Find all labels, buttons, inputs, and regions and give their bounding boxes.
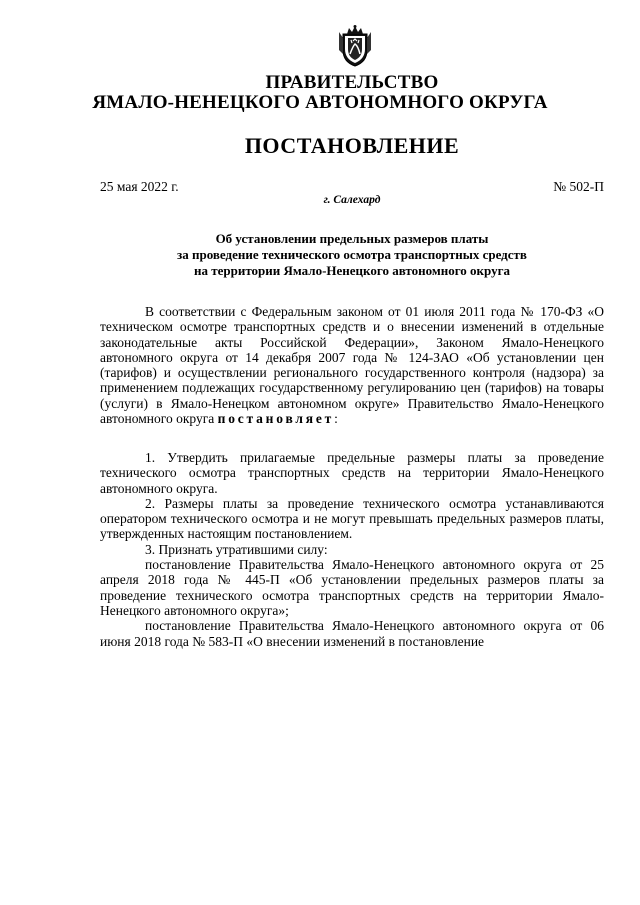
coat-of-arms-icon <box>335 24 375 68</box>
item-2: 2. Размеры платы за проведение технического осмотра устанавливаются оператором технического осмотра и не могут превышать предельных размеров платы, утвержденных настоящим постановлением. <box>100 495 604 542</box>
preamble-text: В соответствии с Федеральным законом от 01 июля 2011 года № 170-ФЗ «О техническом осмотре транспортных средств и о внесении изменений в отдельные законодательные акты Российской Федерации», Законом Ямало-Ненецкого автономного округа от 14 декабря 2007 года № 124-ЗАО «Об установлении цен (тарифов) и осуществлении регионального государственного контроля (надзора) за применением подлежащих государственному регулированию цен (тарифов) на товары (услуги) в Ямало-Ненецком автономном округе» Правительство Ямало-Ненецкого автономного округа <box>100 304 604 427</box>
item-1: 1. Утвердить прилагаемые предельные размеры платы за проведение технического осмотра транспортных средств на территории Ямало-Ненецкого автономного округа. <box>100 450 604 496</box>
title-line-2: за проведение технического осмотра транспортных средств <box>177 247 527 262</box>
decree-word: постановляет <box>217 411 335 427</box>
document-type: ПОСТАНОВЛЕНИЕ <box>244 133 460 158</box>
item-3: 3. Признать утратившими силу: <box>145 541 328 557</box>
document-title <box>32 231 640 279</box>
item-3-sub-1: постановление Правительства Ямало-Ненецкого автономного округа от 25 апреля 2018 года № 445-П «Об установлении предельных размеров платы за проведение технического осмотра транспортных средств на территории Ямало-Ненецкого автономного округа»; <box>100 557 604 618</box>
document-city: г. Салехард <box>323 194 381 206</box>
title-line-3: на территории Ямало-Ненецкого автономного округа <box>194 263 510 278</box>
document-number: № 502-П <box>553 179 604 194</box>
government-name-line2: ЯМАЛО-НЕНЕЦКОГО АВТОНОМНОГО ОКРУГА <box>92 92 548 113</box>
title-line-1: Об установлении предельных размеров платы <box>215 231 489 246</box>
item-3-sub-2: постановление Правительства Ямало-Ненецкого автономного округа от 06 июня 2018 года № 583-П «О внесении изменений в постановление <box>100 618 604 649</box>
decree-items <box>100 450 604 649</box>
government-name-line1: ПРАВИТЕЛЬСТВО <box>265 72 439 93</box>
preamble-tail: : <box>334 411 338 427</box>
document-date: 25 мая 2022 г. <box>100 179 179 194</box>
preamble <box>100 304 604 426</box>
